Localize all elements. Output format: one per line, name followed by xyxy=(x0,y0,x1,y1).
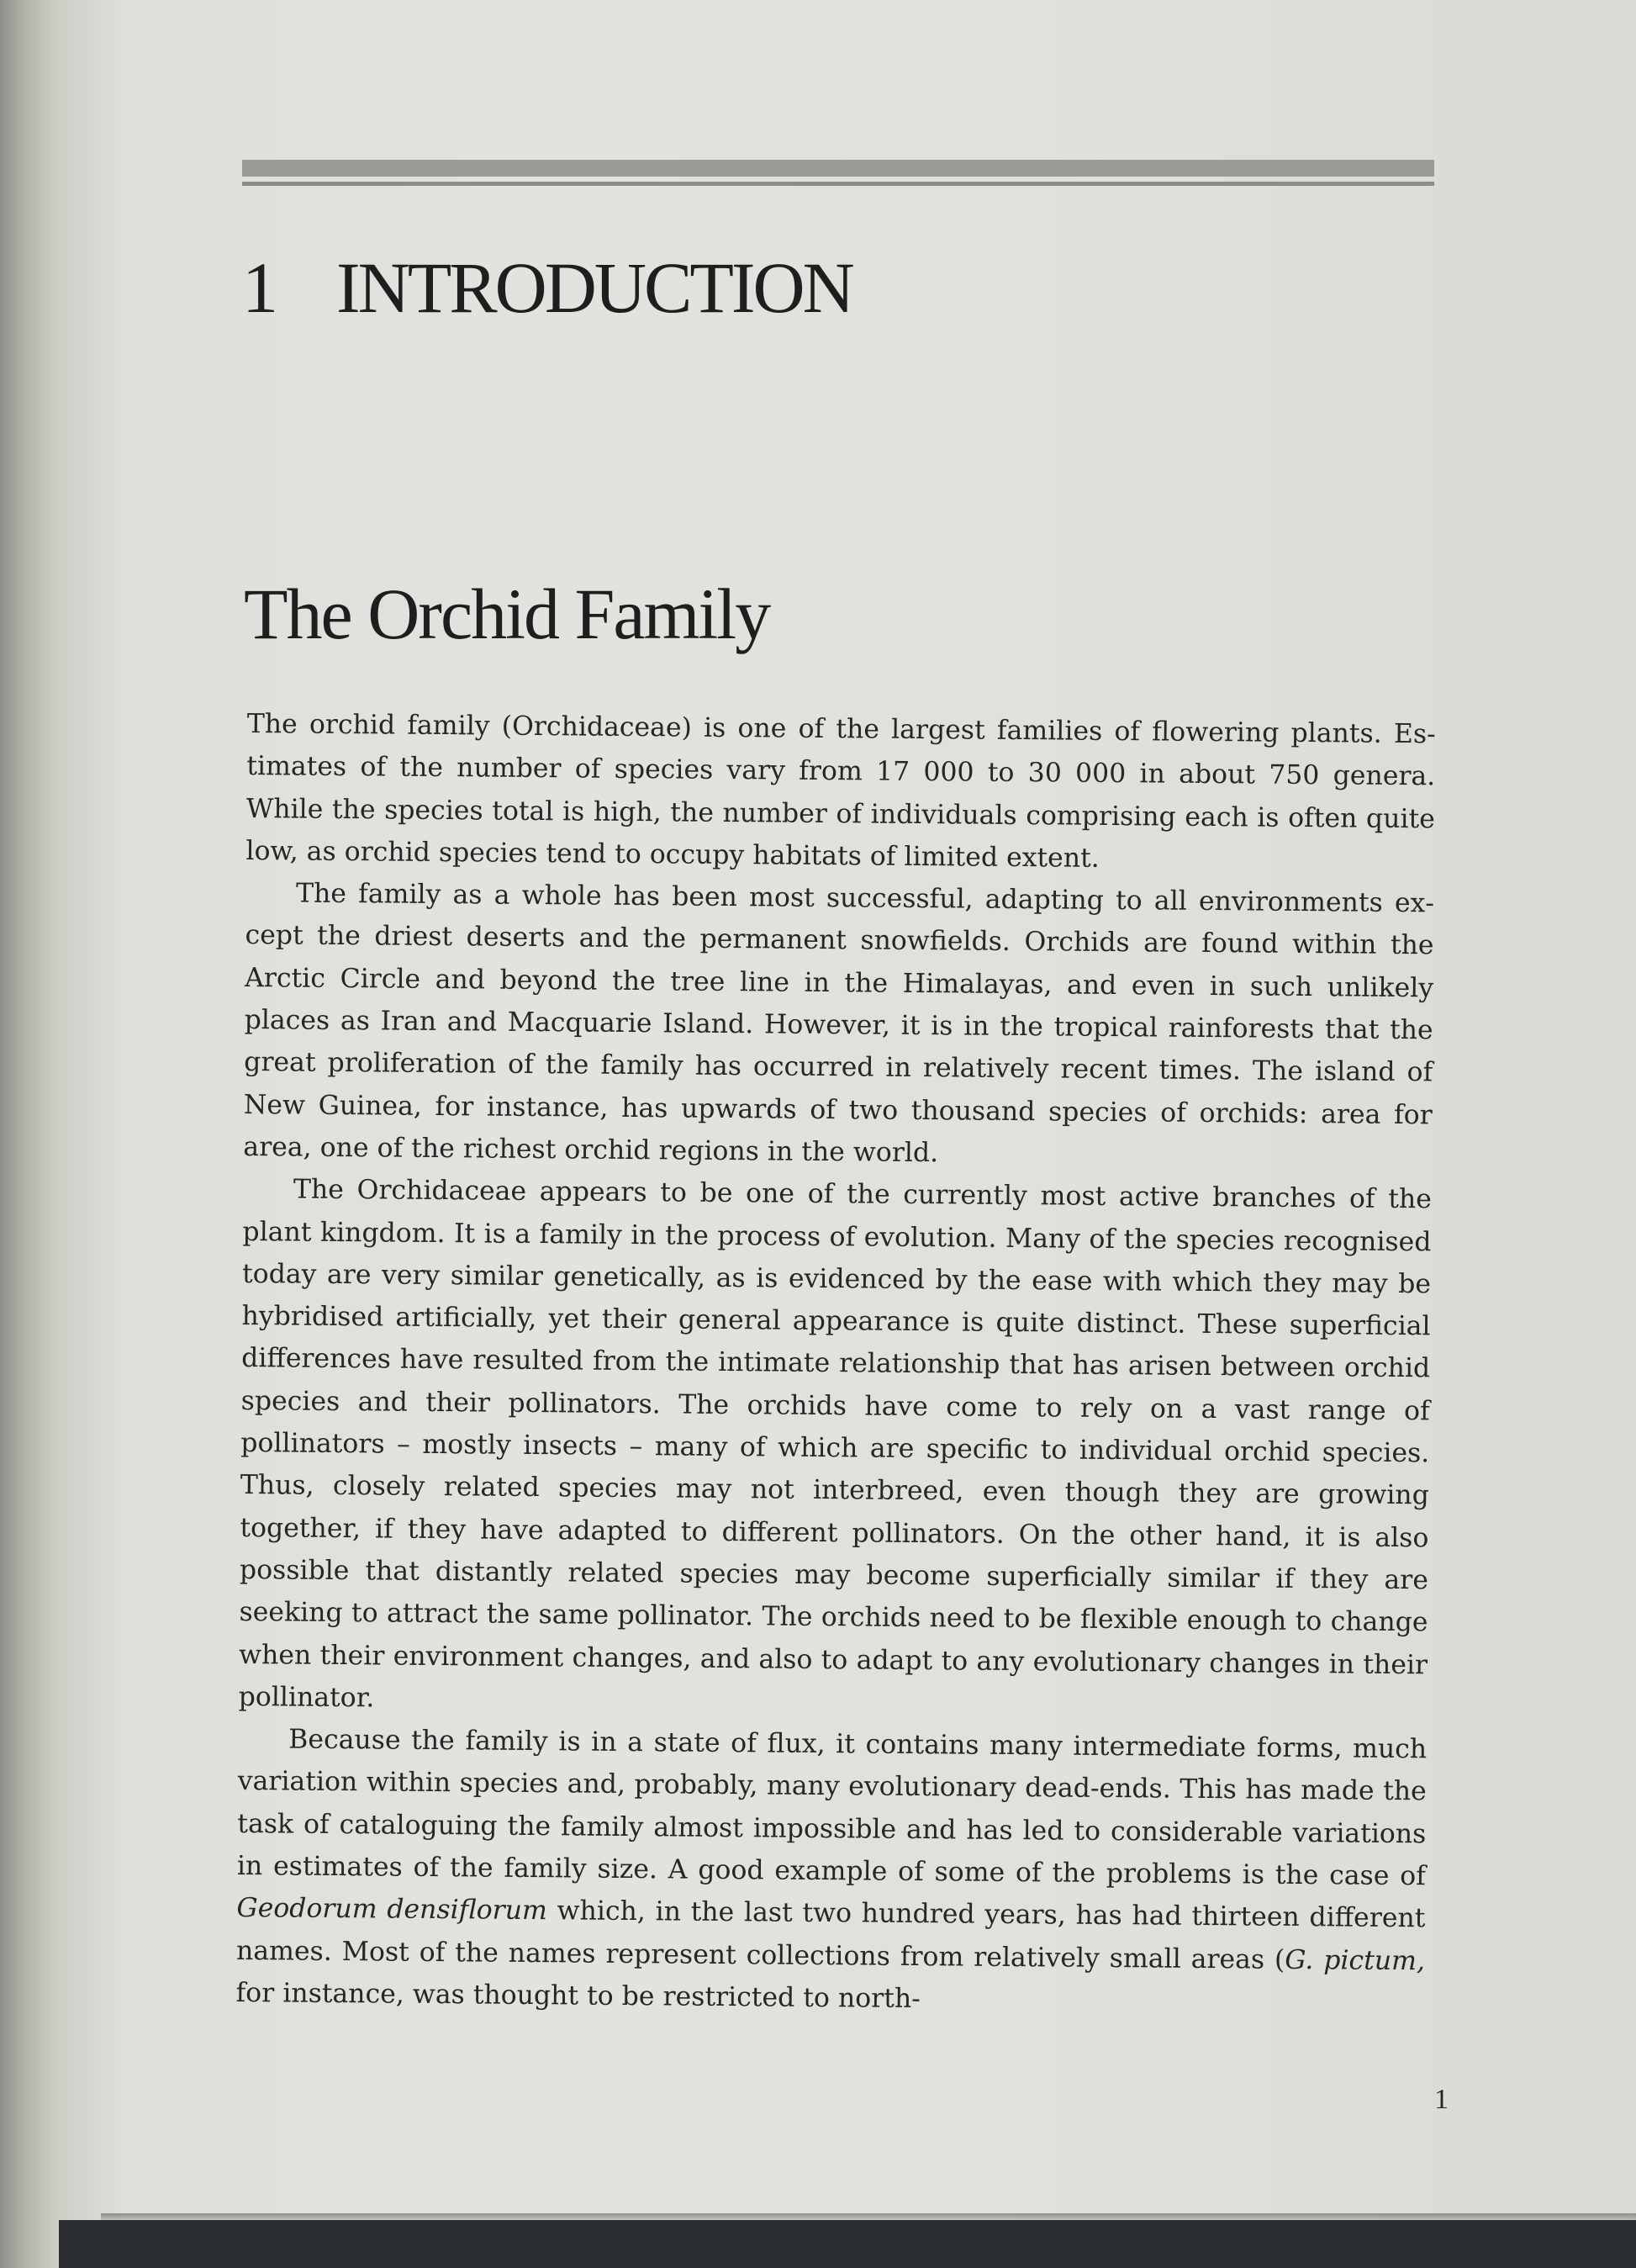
paragraph-4-part-1: Because the family is in a state of flux, it contains many intermediate forms, much variation within species and, probably, many evolutionary dead-ends. This has made the task of cataloguing the family almost impossible and has led to considerable variations in estimates of the family size. A good example of some of the problems is the case of xyxy=(236,1724,1428,1892)
chapter-number: 1 xyxy=(242,247,276,328)
chapter-heading xyxy=(242,246,852,330)
paragraph-4-part-2: which, in the last two hundred years, has had thirteen different names. Most of the names represent collections from relatively small areas ( xyxy=(235,1895,1426,1975)
page-number: 1 xyxy=(1434,2084,1449,2115)
book-gutter xyxy=(0,0,59,2268)
chapter-rule-thick xyxy=(242,160,1434,177)
chapter-title: INTRODUCTION xyxy=(336,247,852,328)
section-title: The Orchid Family xyxy=(244,574,770,654)
body-text xyxy=(235,703,1436,2024)
chapter-rule-thin xyxy=(242,182,1434,186)
page-edge-shadow xyxy=(101,2213,1636,2223)
paragraph-4-part-3: for instance, was thought to be restricted to north- xyxy=(235,1977,921,2014)
paragraph-4 xyxy=(235,1718,1427,2024)
paragraph-2: The family as a whole has been most successful, adapting to all environments except the driest deserts and the permanent snowfields. Orchids are found within the Arctic Circle and beyond the tree line in the Himalayas, and even in such unlikely places as Iran and Macquarie Island. However, it is in the tropical rainforests that the great proliferation of the family has occurred in relatively recent times. The island of New Guinea, for instance, has upwards of two thousand species of orchids: area for area, one of the richest orchid regions in the world. xyxy=(243,878,1435,1169)
species-name-geodorum: Geodorum densiflorum xyxy=(236,1893,548,1927)
paragraph-3: The Orchidaceae appears to be one of the currently most active branches of the plant kingdom. It is a family in the process of evolution. Many of the species recognised today are very similar genetically, as is evidenced by the ease with which they may be hybridised artificially, yet their general appearance is quite distinct. These superficial differences have resulted from the intimate relationship that has arisen between orchid species and their pollinators. The orchids have come to rely on a vast range of pollinators – mostly insects – many of which are specific to individual orchid species. Thus, closely related species may not interbreed, even though they are growing together, if they have adapted to different pollinators. On the other hand, it is also possible that distantly related species may become superficially similar if they are seeking to attract the same pollinator. The orchids need to be flexible enough to change when their environment changes, and also to adapt to any evolutionary changes in their pollinator. xyxy=(238,1174,1433,1714)
paragraph-1: The orchid family (Orchidaceae) is one of the largest families of flowering plants. Estimates of the number of species vary from 17 000 to 30 000 in about 750 genera. While the species total is high, the number of individuals comprising each is often quite low, as orchid species tend to occupy habitats of limited extent. xyxy=(245,708,1436,874)
species-name-g-pictum: G. pictum, xyxy=(1285,1944,1426,1976)
